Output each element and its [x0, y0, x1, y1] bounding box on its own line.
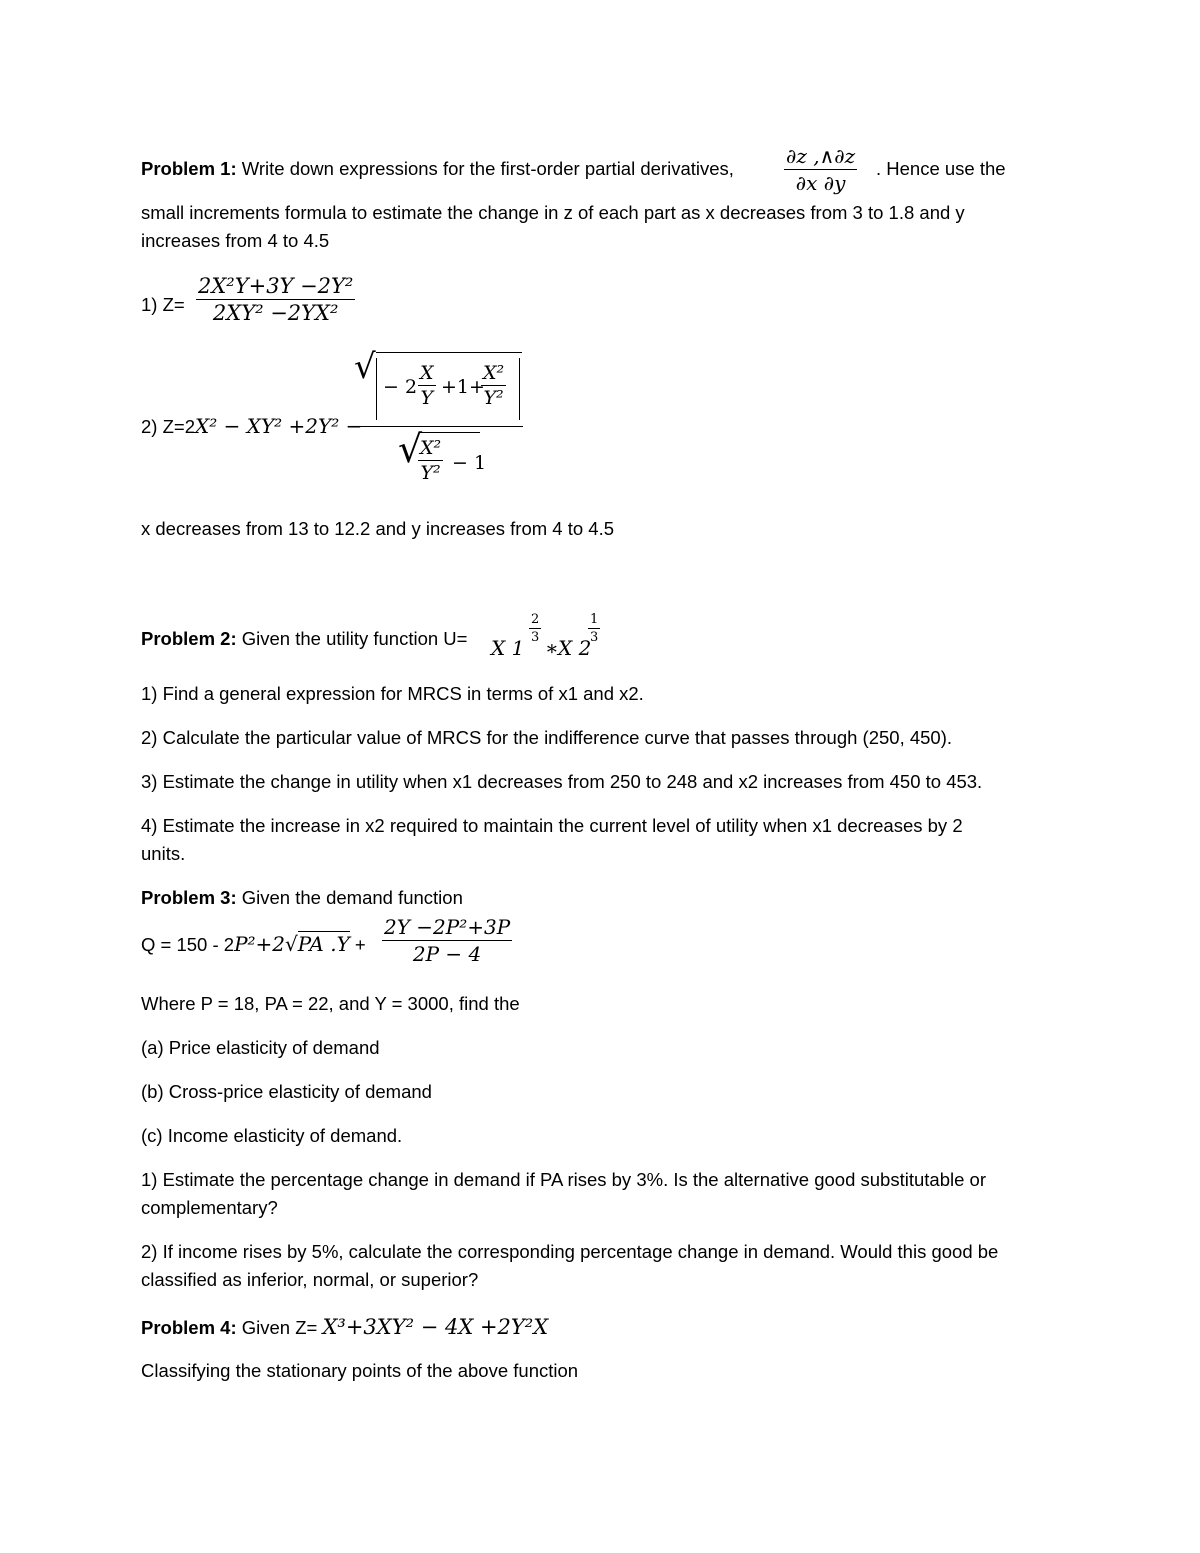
- sqrt-icon: √: [354, 347, 376, 387]
- problem2-q1: 1) Find a general expression for MRCS in terms of x1 and x2.: [141, 683, 644, 704]
- utility-exp-a: [529, 612, 541, 645]
- problem4-heading: Problem 4:: [141, 1317, 237, 1338]
- part2-label-text: 2) Z=2: [141, 416, 195, 437]
- problem1-heading: Problem 1:: [141, 158, 237, 179]
- part2-inner-frac1: [418, 362, 436, 409]
- part2-expression: X² − XY² +2Y² −: [194, 414, 363, 438]
- problem2-heading: Problem 2:: [141, 628, 237, 649]
- problem1-intro-tail: . Hence use the: [876, 158, 1006, 179]
- problem1-line2: small increments formula to estimate the change in z of each part as x decreases from 3 to 1.8 and y: [141, 202, 965, 223]
- problem4-line1: [141, 1315, 548, 1340]
- problem3-q1b: complementary?: [141, 1197, 278, 1218]
- problem4-task: Classifying the stationary points of the above function: [141, 1360, 579, 1381]
- part2-num-left-paren: [376, 358, 377, 420]
- utility-x1: X 1: [491, 636, 525, 660]
- problem1-note: x decreases from 13 to 12.2 and y increases from 4 to 4.5: [141, 518, 615, 539]
- demand-fraction: [382, 915, 512, 966]
- problem2-q3: 3) Estimate the change in utility when x1 decreases from 250 to 248 and x2 increases from 450 to 453.: [141, 771, 983, 792]
- problem3-line1: [141, 887, 463, 909]
- den-frac-den: Y²: [420, 462, 441, 484]
- problem2-line1: [141, 628, 467, 650]
- demand-function-line: [141, 932, 366, 956]
- problem2-q4a: 4) Estimate the increase in x2 required to maintain the current level of utility when x1 decreases by 2: [141, 815, 963, 836]
- part2-den-frac: [418, 437, 443, 484]
- demand-fraction-den: 2P − 4: [412, 942, 482, 966]
- part2-inner-frac2: [481, 362, 506, 409]
- problem3-q2b: classified as inferior, normal, or superior?: [141, 1269, 479, 1290]
- problem3-q2a: 2) If income rises by 5%, calculate the corresponding percentage change in demand. Would this good be: [141, 1241, 999, 1262]
- problem1-intro: Write down expressions for the first-order partial derivatives,: [241, 158, 734, 179]
- problem3-b: (b) Cross-price elasticity of demand: [141, 1081, 432, 1102]
- partial-denominator: ∂x ∂y: [795, 171, 846, 195]
- problem2-q4b: units.: [141, 843, 186, 864]
- part2-num-right-paren: [519, 358, 520, 420]
- utility-mult: ∗: [545, 636, 559, 660]
- inner-frac1-num: X: [420, 362, 434, 384]
- problem3-intro: Given the demand function: [241, 887, 463, 908]
- problem4-expression: X³+3XY² − 4X +2Y²X: [322, 1315, 549, 1339]
- part2-main-fraction-bar: [355, 426, 523, 427]
- part2-den-tail: − 1: [452, 452, 487, 474]
- problem1-line1: [141, 158, 734, 180]
- problem2-q2: 2) Calculate the particular value of MRCS for the indifference curve that passes through (250, 450).: [141, 727, 953, 748]
- utility-exp-b: [588, 612, 600, 645]
- inner-frac1-den: Y: [420, 387, 434, 409]
- exp-a-den: 3: [531, 630, 540, 645]
- part1-denominator: 2XY² −2YX²: [212, 301, 339, 325]
- problem3-c: (c) Income elasticity of demand.: [141, 1125, 403, 1146]
- partial-derivatives-fraction: [784, 144, 857, 195]
- demand-p2: P²+2: [234, 932, 286, 956]
- problem1-line3: increases from 4 to 4.5: [141, 230, 330, 251]
- part1-numerator: 2X²Y+3Y −2Y²: [198, 274, 354, 298]
- demand-plus: +: [354, 934, 366, 955]
- part2-num-sqrt-bar: [376, 352, 522, 353]
- problem3-where: Where P = 18, PA = 22, and Y = 3000, find the: [141, 993, 520, 1014]
- sqrt-icon-demand: √: [285, 932, 298, 956]
- problem3-heading: Problem 3:: [141, 887, 237, 908]
- utility-x2: X 2: [558, 636, 592, 660]
- problem2-intro: Given the utility function U=: [241, 628, 468, 649]
- inner-frac2-den: Y²: [483, 387, 504, 409]
- exp-a-num: 2: [531, 612, 540, 627]
- problem4-intro: Given Z=: [241, 1317, 318, 1338]
- part2-inner-b: +1+: [441, 376, 485, 398]
- problem3-a: (a) Price elasticity of demand: [141, 1037, 380, 1058]
- demand-sqrt-content: PA .Y: [297, 932, 350, 956]
- part2-label: [141, 414, 362, 438]
- part2-den-sqrt-bar: [420, 432, 480, 433]
- problem3-q1a: 1) Estimate the percentage change in demand if PA rises by 3%. Is the alternative good substitutable or: [141, 1169, 986, 1190]
- demand-fraction-num: 2Y −2P²+3P: [384, 915, 511, 939]
- inner-frac2-num: X²: [483, 362, 505, 384]
- part2-inner-a: − 2: [383, 376, 418, 398]
- exp-b-num: 1: [590, 612, 599, 627]
- sqrt-icon-denominator: √: [398, 427, 423, 471]
- exp-b-den: 3: [590, 630, 599, 645]
- partial-numerator: ∂z ,∧∂z: [786, 144, 856, 168]
- part1-label: 1) Z=: [141, 294, 185, 315]
- part1-fraction: [196, 274, 355, 325]
- demand-prefix: Q = 150 - 2: [141, 934, 235, 955]
- den-frac-num: X²: [420, 437, 442, 459]
